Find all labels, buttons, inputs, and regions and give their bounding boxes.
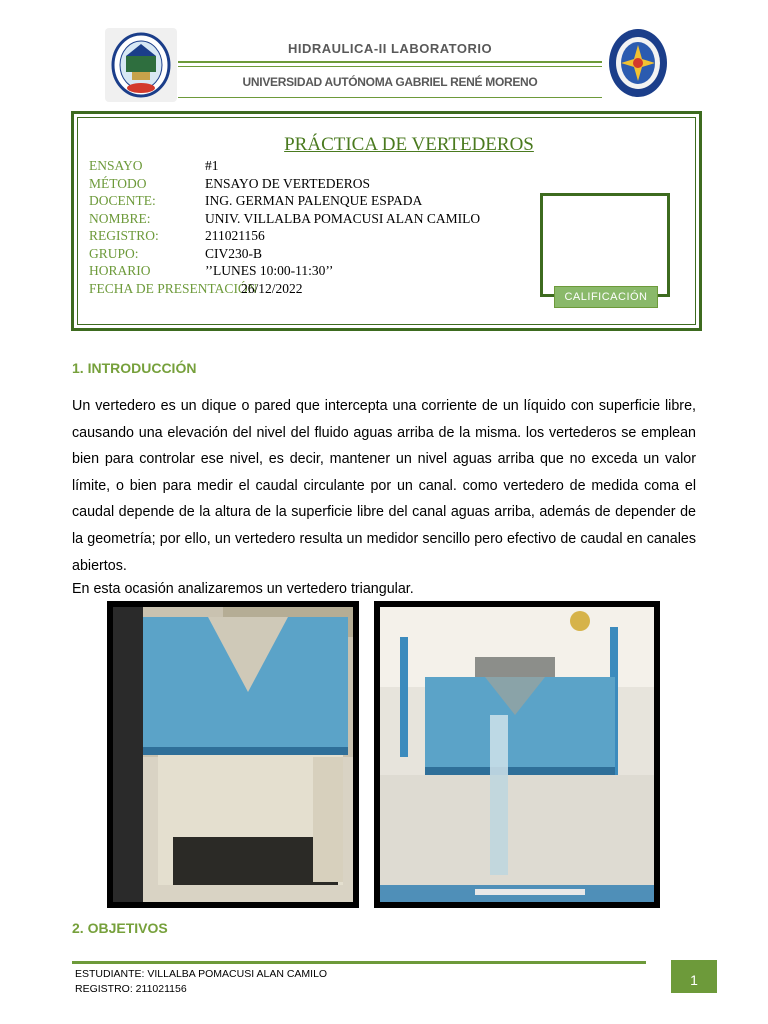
field-value-registro: 211021156 (205, 228, 265, 243)
grade-box (540, 193, 670, 297)
field-label-registro: REGISTRO: (89, 228, 159, 243)
university-logo (606, 26, 670, 100)
footer-student: ESTUDIANTE: VILLALBA POMACUSI ALAN CAMILO (75, 968, 328, 980)
field-label-horario: HORARIO (89, 263, 151, 278)
field-label-fecha: FECHA DE PRESENTACIÓN (89, 281, 258, 296)
weir-flow-image (380, 607, 654, 902)
header-divider-bottom (178, 97, 602, 98)
field-label-grupo: GRUPO: (89, 246, 139, 261)
weir-photo-dry (107, 601, 359, 908)
triangular-weir-image (113, 607, 353, 902)
header-divider-thin (178, 66, 602, 67)
field-value-grupo: CIV230-B (205, 246, 262, 261)
field-value-metodo: ENSAYO DE VERTEDEROS (205, 176, 370, 191)
field-value-horario: ’’LUNES 10:00-11:30’’ (205, 263, 334, 278)
field-value-nombre: UNIV. VILLALBA POMACUSI ALAN CAMILO (205, 211, 481, 226)
field-label-nombre: NOMBRE: (89, 211, 151, 226)
university-name: UNIVERSIDAD AUTÓNOMA GABRIEL RENÉ MORENO (242, 75, 538, 89)
weir-photo-flowing (374, 601, 660, 908)
intro-paragraph-2: En esta ocasión analizaremos un vertedero triangular. (72, 581, 414, 597)
header-divider (178, 61, 602, 63)
university-seal-icon (607, 27, 669, 99)
field-value-docente: ING. GERMAN PALENQUE ESPADA (205, 193, 423, 208)
objectives-heading: 2. OBJETIVOS (72, 920, 168, 936)
lab-title: HIDRAULICA-II LABORATORIO (287, 41, 493, 56)
field-label-metodo: MÉTODO (89, 176, 147, 191)
field-label-docente: DOCENTE: (89, 193, 156, 208)
faculty-logo (105, 28, 177, 102)
footer-registry: REGISTRO: 211021156 (75, 983, 187, 995)
practice-title: PRÁCTICA DE VERTEDEROS (284, 134, 534, 155)
grade-label: CALIFICACIÓN (554, 286, 658, 308)
field-label-ensayo: ENSAYO (89, 158, 143, 173)
footer-divider (72, 961, 646, 964)
intro-paragraph: Un vertedero es un dique o pared que intercepta una corriente de un líquido con superficie libre, causando una elevación del nivel del fluido aguas arriba de la misma. los vertederos se emplean bien para controlar ese nivel, es decir, mantener un nivel aguas arriba que no exceda un valor límite, o bien para medir el caudal circulante por un canal. como vertedero de medida coma el caudal depende de la altura de la superficie libre del canal aguas arriba, además de depender de la geometría; por ello, un vertedero resulta un medidor sencillo pero efectivo de caudal en canales abiertos. (72, 398, 696, 574)
field-value-fecha: 26/12/2022 (241, 281, 303, 296)
page-number: 1 (671, 960, 717, 993)
intro-heading: 1. INTRODUCCIÓN (72, 360, 197, 376)
field-value-ensayo: #1 (205, 158, 219, 173)
civil-engineering-crest-icon (110, 32, 172, 98)
